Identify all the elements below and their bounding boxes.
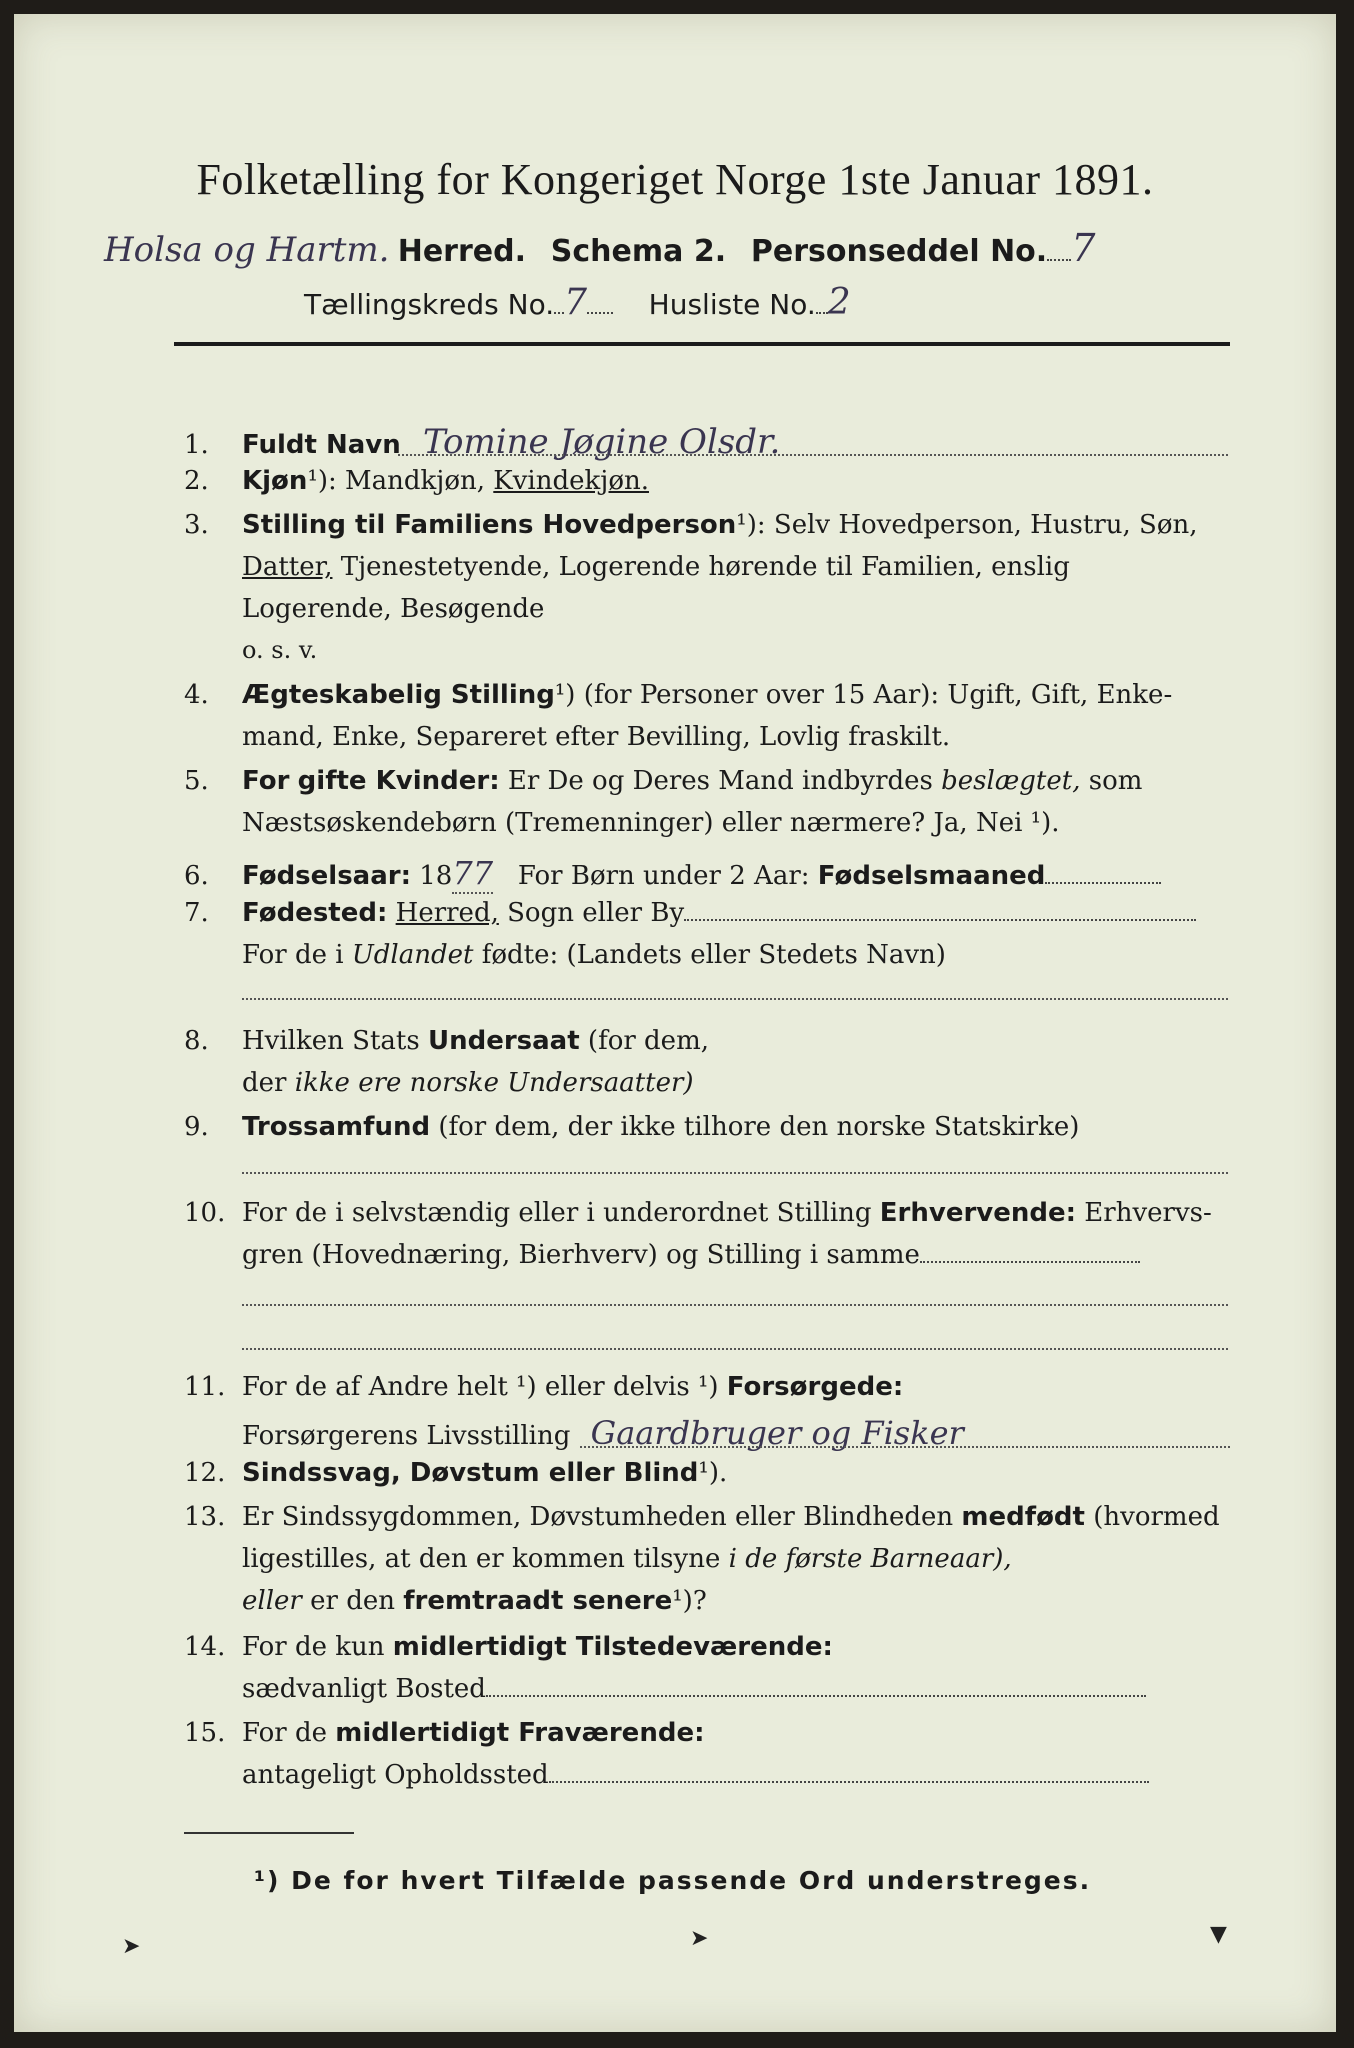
- congenital-line2-b: i de første Barneaar),: [728, 1544, 1012, 1574]
- item-7-line-2: [242, 940, 946, 970]
- temp-absent-label: midlertidigt Fraværende:: [335, 1718, 705, 1748]
- husliste-label: Husliste No.: [648, 288, 816, 321]
- citizenship-label: Undersaat: [427, 1026, 580, 1056]
- provider-occupation-value: Gaardbruger og Fisker: [590, 1414, 964, 1452]
- item-4: [184, 680, 1172, 710]
- form-title: Folketælling for Kongeriget Norge 1ste Januar 1891.: [196, 155, 1154, 204]
- religion-label: Trossamfund: [242, 1112, 431, 1142]
- item-number: 14.: [184, 1632, 226, 1662]
- personseddel-value: 7: [1071, 226, 1096, 270]
- item-6: [184, 854, 1161, 892]
- item-15: [184, 1718, 704, 1748]
- supported-label: Forsørgede:: [726, 1372, 904, 1402]
- item-number: 5.: [184, 766, 209, 796]
- birth-year-value: 77: [452, 854, 494, 892]
- provider-occupation-label: Forsørgerens Livsstilling: [242, 1421, 571, 1451]
- corner-mark-center: ➤: [690, 1926, 709, 1951]
- item-4-line-2: mand, Enke, Separeret efter Bevilling, Lovlig fraskilt.: [242, 722, 951, 752]
- kinship-question: Er De og Deres Mand indbyrdes: [507, 766, 933, 796]
- item-number: 15.: [184, 1718, 226, 1748]
- congenital-text-2: (hvormed: [1093, 1502, 1220, 1532]
- item-number: 1.: [184, 430, 209, 460]
- full-name-line: [398, 452, 1228, 456]
- schema-label: Schema 2.: [550, 234, 727, 269]
- birth-year-prefix: 18: [419, 861, 453, 891]
- occupation-line-a: [242, 1302, 1228, 1306]
- option-datter: Datter,: [242, 552, 333, 582]
- marital-status-label: Ægteskabelig Stilling: [242, 680, 555, 710]
- later-onset-label: fremtraadt senere: [403, 1586, 673, 1616]
- footnote-ref: ¹):: [307, 466, 337, 496]
- item-15-line-2: [242, 1760, 1149, 1790]
- family-position-options-2: Tjenestetyende, Logerende hørende til Familien, enslig: [340, 552, 1070, 582]
- under-2-text: For Børn under 2 Aar:: [517, 861, 810, 891]
- sex-label: Kjøn: [242, 466, 308, 496]
- birthplace-options: Sogn eller By: [507, 898, 685, 928]
- item-number: 11.: [184, 1372, 226, 1402]
- supported-text: For de af Andre helt ¹) eller delvis ¹): [242, 1372, 719, 1402]
- family-position-options-1: Selv Hovedperson, Hustru, Søn,: [773, 510, 1198, 540]
- temp-absent-text: For de: [242, 1718, 327, 1748]
- item-8: [184, 1026, 709, 1056]
- kinship-word: beslægtet,: [941, 766, 1081, 796]
- item-9: [184, 1112, 1079, 1142]
- item-number: 7.: [184, 898, 209, 928]
- item-3-line-2: [242, 552, 1070, 582]
- citizenship-text-a: Hvilken Stats: [242, 1026, 420, 1056]
- birthplace-option-herred: Herred,: [395, 898, 499, 928]
- header-divider: [174, 342, 1230, 346]
- item-13-line-2: [242, 1544, 1012, 1574]
- item-number: 10.: [184, 1198, 226, 1228]
- item-12: [184, 1458, 727, 1488]
- item-14-line-2: [242, 1674, 1146, 1704]
- item-number: 6.: [184, 861, 209, 891]
- occupation-text: For de i selvstændig eller i underordnet Stilling: [242, 1198, 872, 1228]
- birthplace-abroad-line: [242, 996, 1228, 1000]
- family-position-label: Stilling til Familiens Hovedperson: [242, 510, 737, 540]
- religion-line: [242, 1170, 1228, 1174]
- personseddel-label: Personseddel No.: [750, 234, 1048, 269]
- congenital-text: Er Sindssygdommen, Døvstumheden eller Blindheden: [242, 1502, 954, 1532]
- sex-option-male: Mandkjøn,: [345, 466, 486, 496]
- occupation-label: Erhvervende:: [879, 1198, 1077, 1228]
- census-form-page: [14, 14, 1336, 2032]
- item-number: 2.: [184, 466, 209, 496]
- disability-label: Sindssvag, Døvstum eller Blind: [242, 1458, 699, 1488]
- item-number: 3.: [184, 510, 209, 540]
- herred-label: Herred.: [397, 234, 526, 269]
- married-women-label-a: For: [242, 766, 290, 796]
- item-7: [184, 898, 1196, 928]
- congenital-line2-a: ligestilles, at den er kommen tilsyne: [242, 1544, 721, 1574]
- abroad-text-b: fødte: (Landets eller Stedets Navn): [481, 940, 946, 970]
- husliste-value: 2: [827, 282, 851, 323]
- provider-occupation-line: [580, 1444, 1230, 1448]
- citizenship-line2-b: ikke ere norske Undersaatter): [294, 1068, 694, 1098]
- married-women-label: gifte Kvinder:: [297, 766, 500, 796]
- corner-mark-left: ➤: [122, 1934, 141, 1959]
- item-8-line-2: [242, 1068, 694, 1098]
- birth-year-label: Fødselsaar:: [242, 861, 411, 891]
- item-3: [184, 510, 1198, 540]
- item-number: 4.: [184, 680, 209, 710]
- item-number: 8.: [184, 1026, 209, 1056]
- header-line-2: [304, 282, 851, 323]
- item-2: [184, 466, 649, 496]
- item-10-line-2: [242, 1240, 1140, 1270]
- sex-option-female: Kvindekjøn.: [493, 466, 649, 496]
- citizenship-text-b: (for dem,: [587, 1026, 709, 1056]
- full-name-label: Fuldt Navn: [242, 430, 401, 460]
- header-line-1: [104, 226, 1095, 270]
- kreds-value: 7: [564, 282, 588, 323]
- item-11: [184, 1372, 903, 1402]
- usual-residence-label: sædvanligt Bosted: [242, 1674, 486, 1704]
- item-3-line-3: Logerende, Besøgende: [242, 594, 545, 624]
- congenital-line3-a: eller: [242, 1586, 302, 1616]
- congenital-label: medfødt: [961, 1502, 1085, 1532]
- item-10: [184, 1198, 1212, 1228]
- corner-mark-right: ▼: [1210, 1922, 1227, 1947]
- item-number: 13.: [184, 1502, 226, 1532]
- citizenship-line2-a: der: [242, 1068, 287, 1098]
- occupation-line-b: [242, 1346, 1228, 1350]
- item-number: 9.: [184, 1112, 209, 1142]
- abroad-text-a: For de i: [242, 940, 344, 970]
- footnote: ¹) De for hvert Tilfælde passende Ord understreges.: [254, 1866, 1092, 1895]
- herred-value: Holsa og Hartm.: [104, 230, 390, 270]
- marital-options-1: (for Personer over 15 Aar): Ugift, Gift, Enke-: [583, 680, 1173, 710]
- item-number: 12.: [184, 1458, 226, 1488]
- occupation-line-2: gren (Hovednæring, Bierhverv) og Stilling i samme: [242, 1240, 920, 1270]
- footnote-ref: ¹).: [698, 1458, 728, 1488]
- temp-present-text: For de kun: [242, 1632, 385, 1662]
- birth-month-label: Fødselsmaaned: [817, 861, 1046, 891]
- item-5: [184, 766, 1142, 796]
- footnote-ref: ¹)?: [672, 1586, 707, 1616]
- congenital-line3-b: er den: [310, 1586, 395, 1616]
- item-13-line-3: [242, 1586, 707, 1616]
- occupation-text-2: Erhvervs-: [1084, 1198, 1212, 1228]
- probable-residence-label: antageligt Opholdssted: [242, 1760, 549, 1790]
- footnote-ref: ¹): [554, 680, 576, 710]
- religion-text: (for dem, der ikke tilhore den norske Statskirke): [438, 1112, 1080, 1142]
- item-5-line-2: Næstsøskendebørn (Tremenninger) eller nærmere? Ja, Nei ¹).: [242, 808, 1060, 838]
- full-name-value: Tomine Jøgine Olsdr.: [423, 422, 781, 462]
- kreds-label: Tællingskreds No.: [304, 288, 555, 321]
- abroad-word: Udlandet: [351, 940, 474, 970]
- footnote-divider: [184, 1832, 354, 1834]
- item-14: [184, 1632, 833, 1662]
- birthplace-label: Fødested:: [242, 898, 388, 928]
- item-3-line-4: o. s. v.: [242, 636, 318, 664]
- footnote-ref: ¹):: [736, 510, 766, 540]
- temp-present-label: midlertidigt Tilstedeværende:: [392, 1632, 833, 1662]
- item-13: [184, 1502, 1220, 1532]
- item-1: [184, 422, 780, 462]
- kinship-som: som: [1088, 766, 1143, 796]
